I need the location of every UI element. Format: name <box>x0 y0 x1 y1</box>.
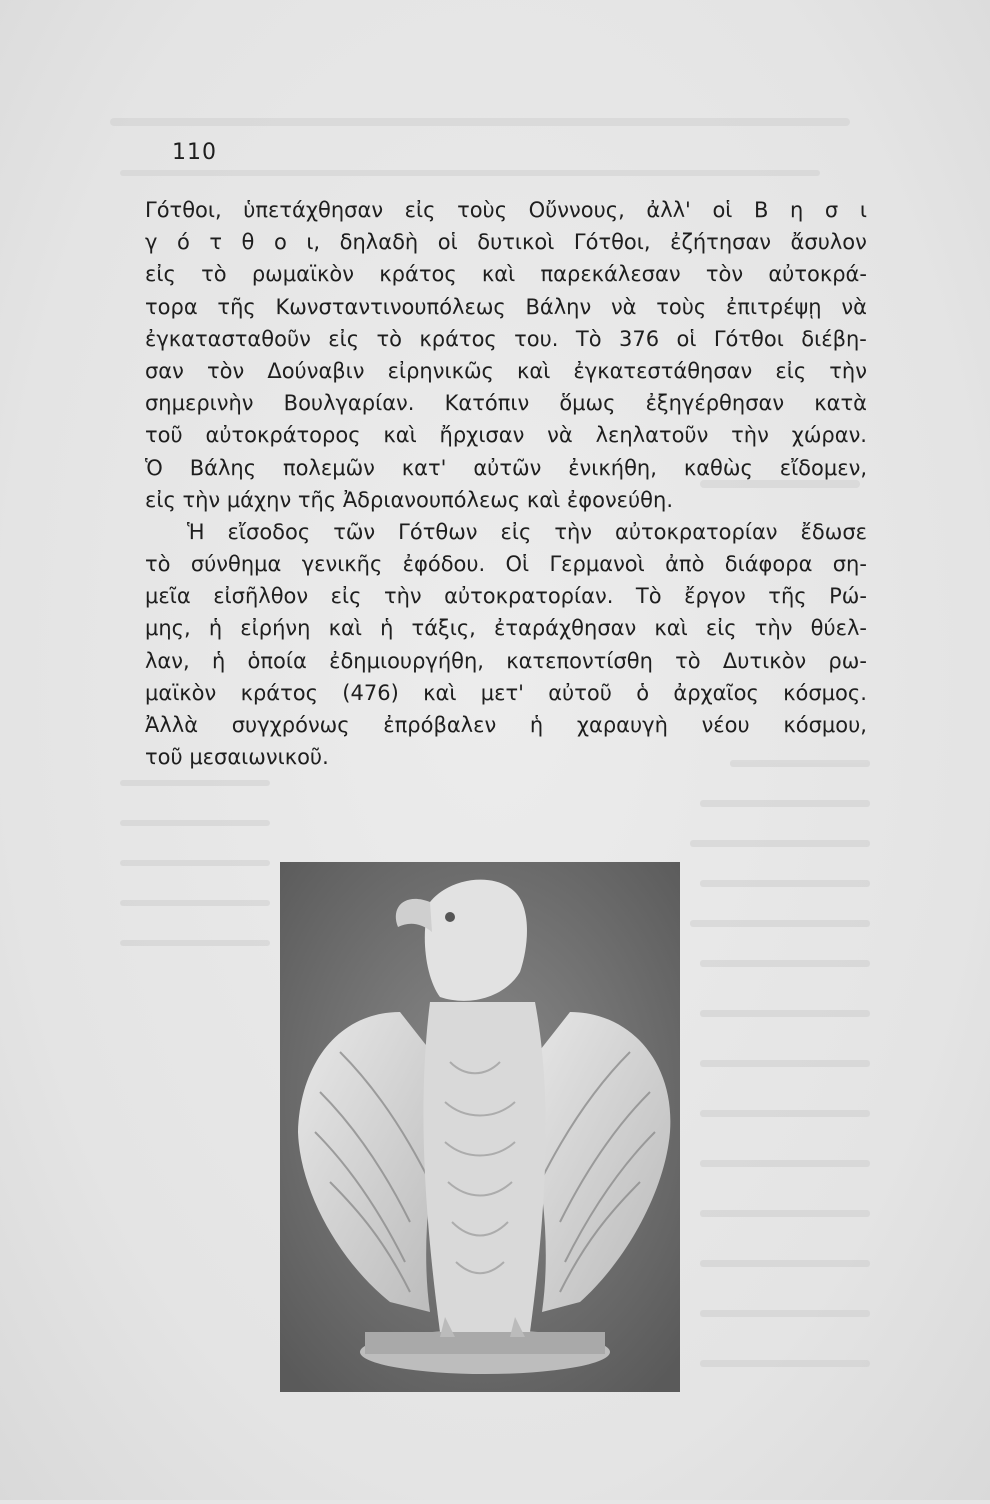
body-text <box>145 194 867 773</box>
text-line: μεῖα εἰσῆλθον εἰς τὴν αὐτοκρατορίαν. Τὸ ἔργον τῆς Ρώ- <box>145 584 867 609</box>
text-line: τορα τῆς Κωνσταντινουπόλεως Βάλην νὰ τοὺς ἐπιτρέψῃ νὰ <box>145 294 867 319</box>
text-line: τὸ σύνθημα γενικῆς ἐφόδου. Οἱ Γερμανοὶ ἀπὸ διάφορα ση- <box>145 552 867 577</box>
text-line: Γότθοι, ὑπετάχθησαν εἰς τοὺς Οὔννους, ἀλλ' οἱ Β η σ ι <box>145 198 867 222</box>
text-line: μαϊκὸν κράτος (476) καὶ μετ' αὐτοῦ ὁ ἀρχαῖος κόσμος. <box>145 680 867 705</box>
text-line: Ἀλλὰ συγχρόνως ἐπρόβαλεν ἡ χαραυγὴ νέου κόσμου, <box>145 713 867 737</box>
page-number: 110 <box>172 140 217 165</box>
paragraph-1 <box>145 194 867 516</box>
text-line: τοῦ μεσαιωνικοῦ. <box>145 745 329 770</box>
text-line: γ ό τ θ ο ι, δηλαδὴ οἱ δυτικοὶ Γότθοι, ἐζήτησαν ἄσυλον <box>145 230 867 255</box>
text-line: τοῦ αὐτοκράτορος καὶ ἤρχισαν νὰ λεηλατοῦν τὴν χώραν. <box>145 423 867 448</box>
paragraph-2 <box>145 516 867 774</box>
text-line: σαν τὸν Δούναβιν εἰρηνικῶς καὶ ἐγκατεστάθησαν εἰς τὴν <box>145 358 867 383</box>
text-line: ἐγκατασταθοῦν εἰς τὸ κράτος του. Τὸ 376 οἱ Γότθοι διέβη- <box>145 326 867 351</box>
text-line: εἰς τὸ ρωμαϊκὸν κράτος καὶ παρεκάλεσαν τὸν αὐτοκρά- <box>145 262 867 287</box>
text-line: λαν, ἡ ὁποία ἐδημιουργήθη, κατεποντίσθη τὸ Δυτικὸν ρω- <box>145 648 867 673</box>
text-line: σημερινὴν Βουλγαρίαν. Κατόπιν ὅμως ἐξηγέρθησαν κατὰ <box>145 391 867 416</box>
text-line: Ὁ Βάλης πολεμῶν κατ' αὐτῶν ἐνικήθη, καθὼς εἴδομεν, <box>145 455 867 480</box>
eagle-illustration <box>280 862 680 1392</box>
text-line: εἰς τὴν μάχην τῆς Ἀδριανουπόλεως καὶ ἐφονεύθη. <box>145 487 674 512</box>
text-line: μης, ἡ εἰρήνη καὶ ἡ τάξις, ἐταράχθησαν καὶ εἰς τὴν θύελ- <box>145 616 867 641</box>
eagle-sculpture-photo <box>280 862 680 1392</box>
text-line: Ἡ εἴσοδος τῶν Γότθων εἰς τὴν αὐτοκρατορίαν ἔδωσε <box>187 519 867 544</box>
